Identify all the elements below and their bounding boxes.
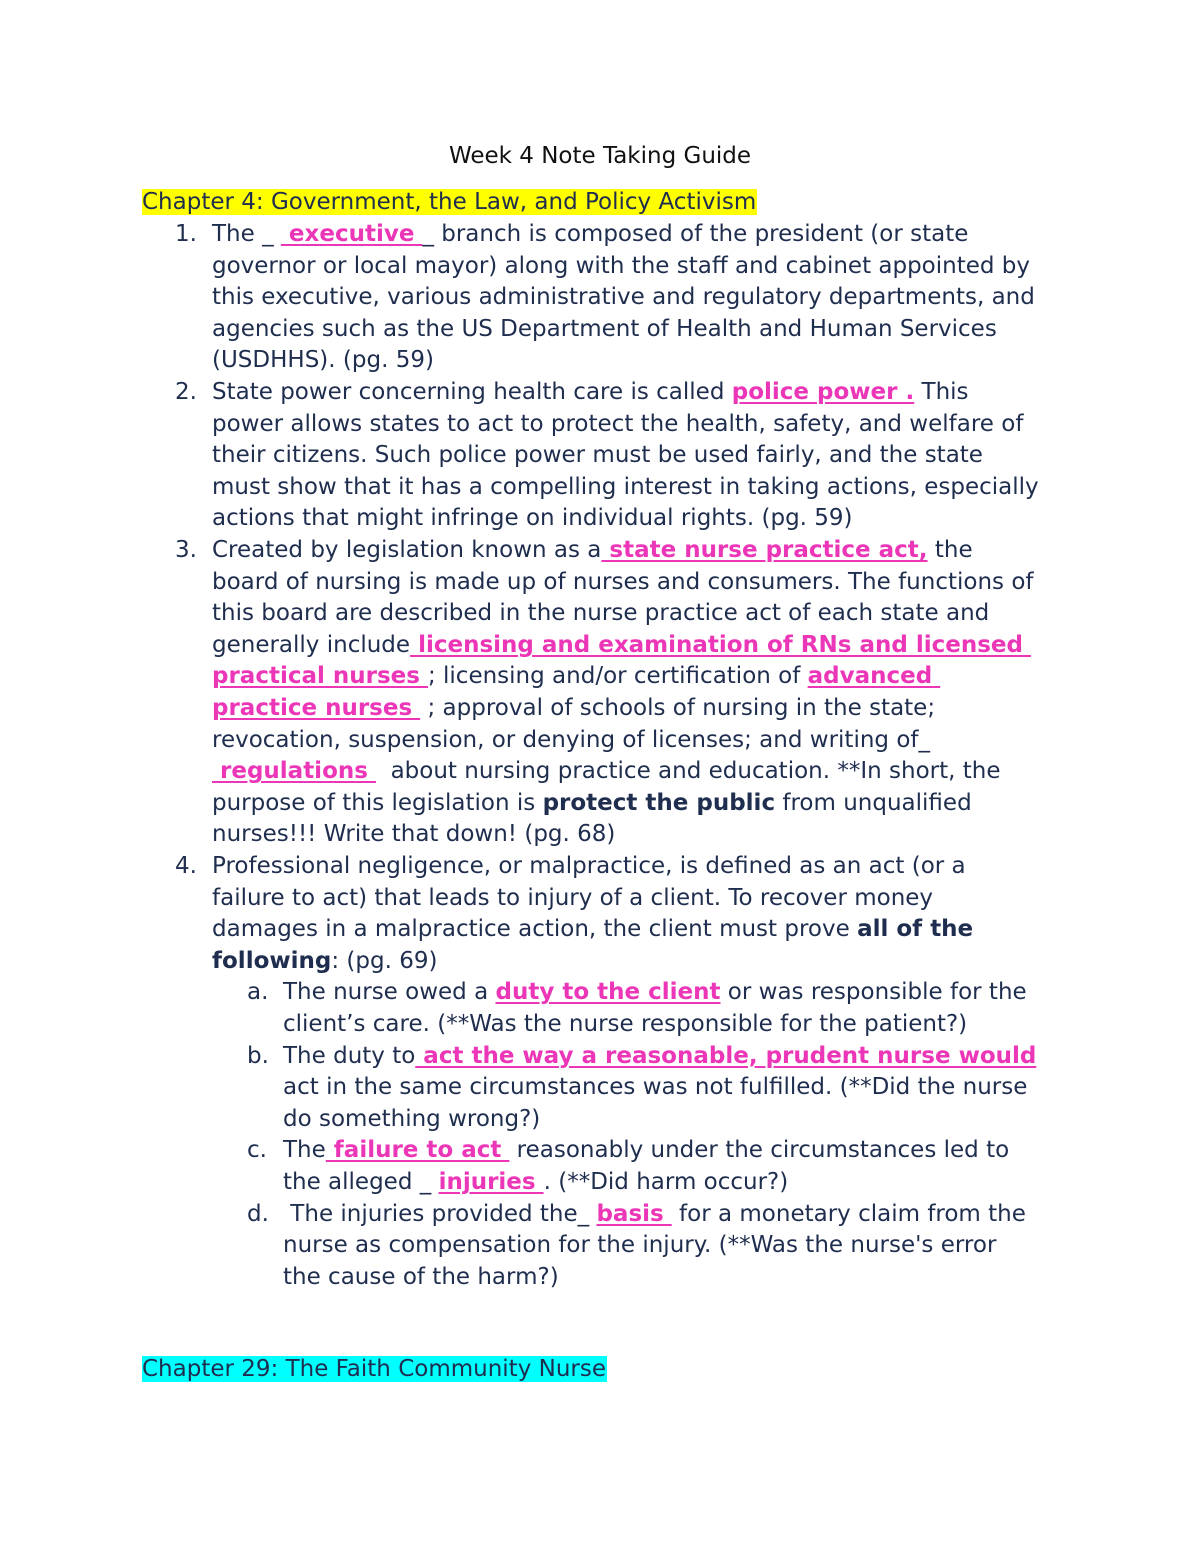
answer-text: practical nurses bbox=[212, 663, 428, 690]
body-text: Professional negligence, or malpractice, is defined as an act (or a bbox=[212, 853, 966, 879]
list-item-line bbox=[212, 314, 997, 346]
body-text: The duty to bbox=[283, 1042, 416, 1069]
body-text: governor or local mayor) along with the staff and cabinet appointed by bbox=[212, 252, 1031, 279]
answer-text: advanced bbox=[807, 663, 941, 690]
body-text: or was responsible for the bbox=[720, 979, 1027, 1006]
answer-text: state nurse practice act, bbox=[601, 537, 928, 563]
answer-text: injuries bbox=[438, 1169, 544, 1195]
body-text: . (**Did harm occur?) bbox=[543, 1169, 789, 1195]
list-item-line bbox=[212, 630, 1031, 662]
body-text: generally include bbox=[212, 631, 411, 658]
body-text: actions that might infringe on individual rights. (pg. 59) bbox=[212, 505, 853, 532]
list-item-line bbox=[212, 567, 1034, 599]
list-item-line bbox=[212, 251, 1030, 283]
body-text: The _ bbox=[212, 221, 281, 247]
body-text: revocation, suspension, or denying of licenses; and writing of_ bbox=[212, 726, 930, 753]
body-text: nurse as compensation for the injury. (**Was the nurse's error bbox=[283, 1232, 997, 1259]
body-text: board of nursing is made up of nurses and consumers. The functions of bbox=[212, 568, 1034, 595]
list-item-line bbox=[212, 377, 969, 409]
chapter-4-heading bbox=[142, 187, 757, 217]
sub-item-line bbox=[283, 1041, 1036, 1073]
bold-text: following bbox=[212, 947, 332, 974]
list-item-number: 1. bbox=[175, 221, 197, 247]
body-text: this executive, various administrative and regulatory departments, and bbox=[212, 284, 1035, 311]
sub-item-line bbox=[283, 1262, 559, 1294]
document-title: Week 4 Note Taking Guide bbox=[448, 143, 752, 169]
list-item-number: 3. bbox=[175, 537, 197, 563]
list-item-line bbox=[212, 535, 973, 567]
chapter-4-heading-text: Chapter 4: Government, the Law, and Policy Activism bbox=[142, 189, 757, 215]
body-text: the alleged _ bbox=[283, 1169, 439, 1195]
answer-text: act the way a reasonable, prudent nurse would bbox=[415, 1042, 1037, 1069]
body-text: from unqualified bbox=[775, 789, 972, 816]
list-item-line bbox=[212, 503, 853, 535]
sub-item-letter: b. bbox=[247, 1042, 269, 1069]
sub-item-line bbox=[283, 1199, 1026, 1231]
list-item-line bbox=[212, 725, 930, 757]
list-item-line bbox=[212, 282, 1035, 314]
body-text: The injuries provided the_ bbox=[283, 1200, 597, 1227]
sub-item-letter: c. bbox=[247, 1137, 267, 1164]
body-text: this board are described in the nurse practice act of each state and bbox=[212, 600, 990, 627]
body-text: reasonably under the circumstances led to bbox=[509, 1137, 1010, 1164]
sub-item-letter: a. bbox=[247, 979, 269, 1006]
list-item-line bbox=[212, 914, 973, 946]
body-text: the bbox=[927, 537, 973, 563]
list-item-line bbox=[212, 788, 972, 820]
chapter-29-heading-text: Chapter 29: The Faith Community Nurse bbox=[142, 1356, 606, 1382]
chapter-29-heading bbox=[142, 1354, 607, 1384]
body-text: their citizens. Such police power must be used fairly, and the state bbox=[212, 442, 983, 469]
body-text: for a monetary claim from the bbox=[671, 1200, 1026, 1227]
list-item-line bbox=[212, 598, 989, 630]
list-item-line bbox=[212, 851, 966, 883]
list-item-line bbox=[212, 819, 615, 851]
answer-text: practice nurses bbox=[212, 695, 421, 721]
list-item-line bbox=[212, 472, 1039, 504]
body-text: Created by legislation known as a bbox=[212, 537, 602, 563]
body-text: do something wrong?) bbox=[283, 1105, 541, 1132]
body-text: : (pg. 69) bbox=[331, 947, 438, 974]
body-text: This bbox=[914, 379, 969, 405]
list-item-line bbox=[212, 883, 933, 915]
body-text: must show that it has a compelling interest in taking actions, especially bbox=[212, 473, 1039, 500]
list-item-line bbox=[212, 440, 983, 472]
bold-text: protect the public bbox=[542, 789, 776, 816]
answer-text: police power . bbox=[731, 379, 915, 405]
body-text: nurses!!! Write that down! (pg. 68) bbox=[212, 821, 616, 848]
answer-text: executive bbox=[280, 221, 423, 247]
list-item-line bbox=[212, 409, 1023, 441]
bold-text: all of the bbox=[857, 916, 974, 943]
body-text: The bbox=[283, 1137, 326, 1164]
answer-text: failure to act bbox=[325, 1137, 510, 1164]
sub-item-line bbox=[283, 1167, 788, 1199]
list-item-number: 2. bbox=[175, 379, 197, 405]
list-item-line bbox=[212, 345, 434, 377]
body-text: power allows states to act to protect the health, safety, and welfare of bbox=[212, 410, 1024, 437]
body-text: client’s care. (**Was the nurse responsible for the patient?) bbox=[283, 1011, 968, 1037]
sub-item-line bbox=[283, 1135, 1009, 1167]
sub-item-line bbox=[283, 1104, 540, 1136]
body-text: _ branch is composed of the president (or state bbox=[422, 221, 969, 247]
body-text: ; approval of schools of nursing in the state; bbox=[420, 695, 936, 721]
list-item-line bbox=[212, 219, 968, 251]
answer-text: basis bbox=[596, 1200, 672, 1227]
sub-item-line bbox=[283, 1230, 996, 1262]
body-text: agencies such as the US Department of Health and Human Services bbox=[212, 315, 997, 342]
body-text: State power concerning health care is called bbox=[212, 379, 732, 405]
body-text: failure to act) that leads to injury of a client. To recover money bbox=[212, 884, 934, 911]
answer-text: regulations bbox=[212, 758, 376, 785]
body-text: purpose of this legislation is bbox=[212, 789, 543, 816]
body-text: (USDHHS). (pg. 59) bbox=[212, 347, 434, 374]
answer-text: duty to the client bbox=[495, 979, 721, 1006]
sub-item-line bbox=[283, 977, 1027, 1009]
list-item-number: 4. bbox=[175, 853, 197, 879]
sub-item-line bbox=[283, 1009, 967, 1041]
body-text: about nursing practice and education. **In short, the bbox=[375, 758, 1001, 785]
sub-item-letter: d. bbox=[247, 1200, 269, 1227]
list-item-line bbox=[212, 693, 935, 725]
body-text: act in the same circumstances was not fulfilled. (**Did the nurse bbox=[283, 1074, 1028, 1101]
body-text: damages in a malpractice action, the client must prove bbox=[212, 916, 858, 943]
list-item-line bbox=[212, 756, 1001, 788]
list-item-line bbox=[212, 661, 940, 693]
body-text: the cause of the harm?) bbox=[283, 1263, 559, 1290]
list-item-line bbox=[212, 946, 437, 978]
body-text: The nurse owed a bbox=[283, 979, 496, 1006]
body-text: ; licensing and/or certification of bbox=[427, 663, 808, 690]
answer-text: licensing and examination of RNs and licensed bbox=[410, 631, 1031, 658]
sub-item-line bbox=[283, 1072, 1027, 1104]
